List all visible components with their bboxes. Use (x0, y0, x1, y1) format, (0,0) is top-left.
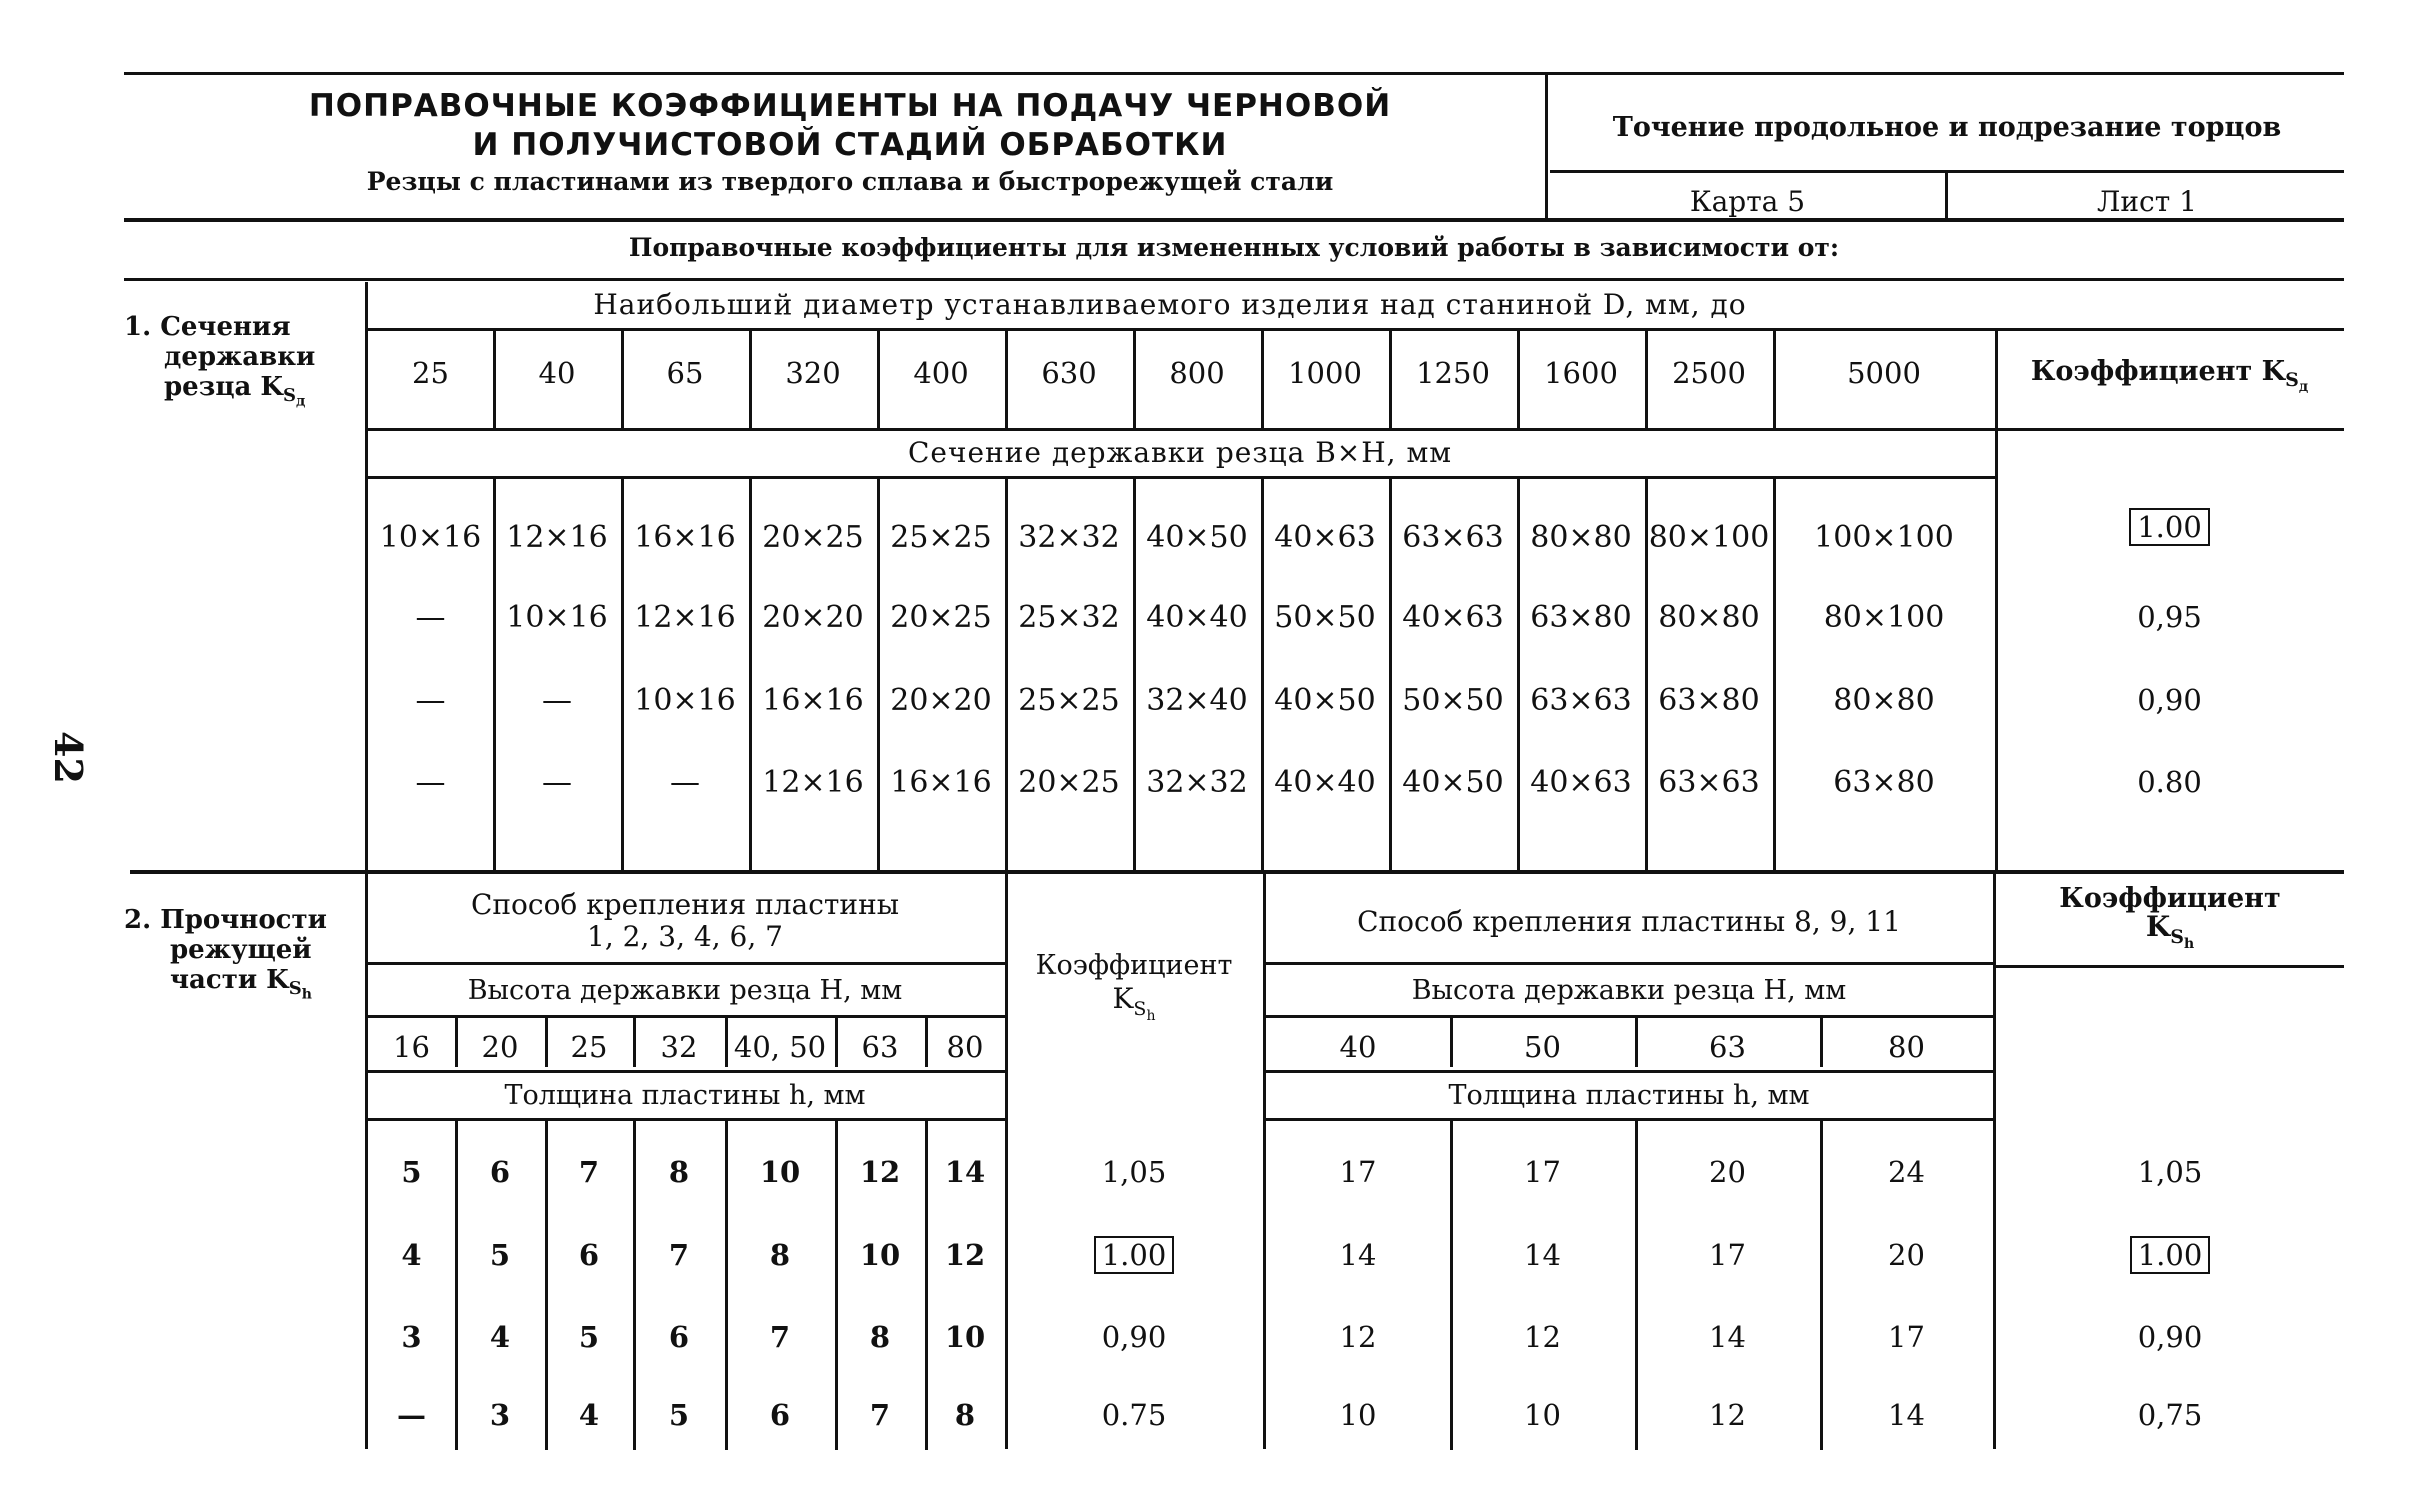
section-size-cell: — (415, 600, 446, 635)
right-thickness-cell: 10 (1524, 1398, 1561, 1432)
section-size-cell: 100×100 (1814, 520, 1954, 555)
left-height-cell: 63 (861, 1030, 899, 1064)
section-size-cell: 12×16 (634, 600, 736, 635)
left-thickness-cell: 7 (769, 1320, 791, 1354)
left-thickness-cell: 6 (769, 1398, 791, 1432)
right-coef-label: Коэффициент (2059, 883, 2281, 914)
mid-k-value: 0.75 (1101, 1398, 1167, 1432)
left-method-line1: Способ крепления пластины (470, 888, 900, 921)
right-k-value-boxed: 1.00 (2130, 1236, 2211, 1274)
left-thickness-cell: 10 (944, 1320, 986, 1354)
section-size-cell: 20×25 (1018, 765, 1120, 800)
right-height-cell: 80 (1888, 1030, 1925, 1064)
page-title-line1: ПОПРАВОЧНЫЕ КОЭФФИЦИЕНТЫ НА ПОДАЧУ ЧЕРНОВОЙ (308, 88, 1392, 124)
card-sheet-divider (1945, 172, 1948, 218)
left-thickness-header: Толщина пластины h, мм (504, 1080, 866, 1111)
section-size-cell: 32×40 (1146, 683, 1248, 718)
section-size-cell: 63×63 (1530, 683, 1632, 718)
right-thickness-cell: 10 (1339, 1398, 1377, 1432)
section1-label-subsub: д (296, 393, 306, 410)
top-rule (124, 72, 2344, 75)
section-size-cell: 10×16 (379, 520, 482, 555)
left-thickness-cell: 7 (578, 1155, 600, 1189)
section1-k-value: 0,90 (2137, 683, 2202, 717)
section-size-cell: — (542, 765, 572, 800)
right-thickness-cell: 14 (1888, 1398, 1925, 1432)
section-size-cell: 63×63 (1402, 520, 1504, 555)
heights-row-rule-right (1266, 1070, 1993, 1073)
right-height-header: Высота державки резца H, мм (1411, 975, 1847, 1006)
section-size-cell: 32×32 (1018, 520, 1120, 555)
section-size-cell: 12×16 (762, 765, 864, 800)
diameter-cell: 40 (538, 356, 576, 390)
section-size-cell: 20×20 (890, 683, 992, 718)
section-size-cell: 16×16 (890, 765, 992, 800)
section1-k-value: 0.80 (2137, 765, 2202, 799)
section1-k-value: 0,95 (2137, 600, 2202, 634)
section1-coef-subsub: д (2298, 379, 2309, 396)
section-size-cell: 40×63 (1274, 520, 1376, 555)
section1-k-value (1995, 510, 2344, 544)
section-size-cell: 20×25 (762, 520, 864, 555)
left-height-cell: 25 (570, 1030, 608, 1064)
section-size-header: Сечение державки резца B×H, мм (907, 436, 1453, 469)
right-thickness-cell: 14 (1709, 1320, 1746, 1354)
left-thickness-cell: 5 (401, 1155, 422, 1189)
mid-k-value: 1,05 (1101, 1155, 1167, 1189)
diameter-header-rule (368, 328, 2344, 331)
diameter-cell: 25 (412, 356, 449, 390)
left-thickness-cell: 4 (489, 1320, 511, 1354)
section2-label-line2: режущей (170, 935, 312, 965)
section-size-cell: 40×50 (1274, 683, 1376, 718)
thickness-rule-left (368, 1118, 1005, 1121)
section-size-cell: 25×25 (890, 520, 992, 555)
section-separator (130, 870, 2344, 874)
section2-label-line1: 2. Прочности (124, 905, 327, 935)
left-thickness-cell: 12 (944, 1238, 986, 1272)
diameter-cell: 320 (785, 356, 841, 390)
section-size-cell: 80×80 (1658, 600, 1760, 635)
diameter-cell: 1250 (1416, 356, 1490, 390)
mid-coef-sub: S (1133, 997, 1147, 1020)
right-thickness-header: Толщина пластины h, мм (1448, 1080, 1810, 1111)
section-size-cell: 63×63 (1658, 765, 1760, 800)
left-height-cell: 40, 50 (733, 1030, 827, 1064)
right-coef-symbol (1996, 910, 2344, 951)
section-size-cell: — (542, 683, 572, 718)
header-divider (1545, 72, 1548, 218)
right-thickness-cell: 20 (1888, 1238, 1925, 1272)
table-caption: Поправочные коэффициенты для измененных условий работы в зависимости от: (628, 233, 1840, 262)
section-size-cell: 80×80 (1530, 520, 1632, 555)
left-thickness-cell: 8 (769, 1238, 791, 1272)
left-height-cell: 16 (393, 1030, 430, 1064)
left-thickness-cell: 5 (668, 1398, 690, 1432)
diameter-header: Наибольший диаметр устанавливаемого изделия над станиной D, мм, до (593, 288, 1747, 321)
section-size-cell: 10×16 (506, 600, 608, 635)
section-size-cell: — (415, 765, 446, 800)
left-thickness-cell: 7 (869, 1398, 891, 1432)
section1-label-sub: S (283, 385, 297, 407)
section-size-cell: 80×80 (1833, 683, 1935, 718)
section-size-cell: 20×25 (890, 600, 992, 635)
section-size-cell: 40×63 (1402, 600, 1504, 635)
left-height-header: Высота державки резца H, мм (467, 975, 903, 1006)
diameter-cell: 5000 (1847, 356, 1921, 390)
section1-label-text: резца K (164, 372, 284, 402)
right-thickness-cell: 14 (1524, 1238, 1561, 1272)
left-height-rule (368, 1015, 1005, 1018)
section-size-cell: 12×16 (506, 520, 608, 555)
right-thickness-cell: 17 (1888, 1320, 1925, 1354)
right-height-cell: 40 (1339, 1030, 1377, 1064)
mid-k-value (1008, 1238, 1260, 1272)
section-size-cell: 40×50 (1146, 520, 1248, 555)
right-thickness-cell: 12 (1709, 1398, 1746, 1432)
diameter-cell: 1000 (1288, 356, 1362, 390)
mid-coef-k: K (1112, 982, 1134, 1015)
sheet-number: Лист 1 (2097, 185, 2197, 218)
left-thickness-cell: 5 (489, 1238, 511, 1272)
operation-label: Точение продольное и подрезание торцов (1612, 112, 2282, 143)
header-bottom-rule (124, 218, 2344, 222)
section2-label-subsub: h (301, 986, 312, 1003)
section-size-cell: 32×32 (1146, 765, 1248, 800)
left-thickness-cell: 8 (954, 1398, 976, 1432)
right-thickness-cell: 12 (1524, 1320, 1561, 1354)
section-size-cell: 80×100 (1648, 520, 1770, 555)
left-method-rule (368, 962, 1005, 965)
left-thickness-cell: 14 (944, 1155, 986, 1189)
card-number: Карта 5 (1689, 185, 1806, 218)
left-thickness-cell: 10 (859, 1238, 901, 1272)
section-size-cell: 63×80 (1833, 765, 1935, 800)
left-thickness-cell: 3 (489, 1398, 511, 1432)
left-thickness-cell: 8 (869, 1320, 891, 1354)
section-size-cell: 80×100 (1823, 600, 1945, 635)
right-thickness-cell: 14 (1339, 1238, 1377, 1272)
left-method-line2: 1, 2, 3, 4, 6, 7 (587, 920, 783, 953)
left-thickness-cell: 6 (668, 1320, 690, 1354)
section1-coef-label (1995, 356, 2344, 395)
right-thickness-cell: 17 (1339, 1155, 1377, 1189)
section-size-cell: 25×32 (1018, 600, 1120, 635)
section-size-cell: 10×16 (634, 683, 736, 718)
section-size-cell: 40×50 (1402, 765, 1504, 800)
section-size-cell: 20×20 (762, 600, 864, 635)
diameter-cell: 1600 (1544, 356, 1618, 390)
section1-coef-sub: S (2285, 369, 2299, 392)
thickness-rule-right (1266, 1118, 1993, 1121)
section-size-cell: 50×50 (1274, 600, 1376, 635)
section-size-cell: 63×80 (1658, 683, 1760, 718)
left-thickness-cell: 12 (859, 1155, 901, 1189)
right-coef-subsub: h (2183, 935, 2195, 952)
section-size-rule (368, 476, 1995, 479)
mid-k-value-boxed: 1.00 (1094, 1236, 1175, 1274)
right-k-value: 1,05 (2137, 1155, 2203, 1189)
section-size-cell: 50×50 (1402, 683, 1504, 718)
section-size-cell: 40×40 (1146, 600, 1248, 635)
mid-k-value: 0,90 (1101, 1320, 1167, 1354)
section-size-cell: 16×16 (762, 683, 864, 718)
left-height-cell: 20 (481, 1030, 519, 1064)
right-thickness-cell: 17 (1524, 1155, 1561, 1189)
caption-rule (124, 278, 2344, 281)
left-height-cell: 32 (660, 1030, 698, 1064)
page-number: 42 (45, 731, 91, 784)
left-thickness-cell: 8 (668, 1155, 690, 1189)
left-thickness-cell: 4 (401, 1238, 422, 1272)
section1-label-line2: державки (164, 342, 316, 372)
page-subtitle: Резцы с пластинами из твердого сплава и быстрорежущей стали (366, 167, 1334, 196)
mid-coef-subsub: h (1146, 1007, 1156, 1024)
right-method-header: Способ крепления пластины 8, 9, 11 (1357, 905, 1901, 938)
right-thickness-cell: 24 (1888, 1155, 1925, 1189)
right-k-value: 0,90 (2137, 1320, 2203, 1354)
right-k-value: 0,75 (2137, 1398, 2203, 1432)
left-thickness-cell: — (397, 1398, 426, 1432)
right-height-rule (1266, 1015, 1993, 1018)
right-height-cell: 50 (1524, 1030, 1561, 1064)
section2-label-text: части K (170, 965, 289, 995)
left-thickness-cell: 4 (578, 1398, 600, 1432)
left-thickness-cell: 6 (578, 1238, 600, 1272)
right-thickness-cell: 12 (1339, 1320, 1377, 1354)
left-thickness-cell: 7 (668, 1238, 690, 1272)
section1-label-line1: 1. Сечения (124, 312, 291, 342)
diameter-cell: 800 (1169, 356, 1225, 390)
left-thickness-cell: 5 (578, 1320, 600, 1354)
section-size-cell: 16×16 (634, 520, 736, 555)
section-size-cell: 63×80 (1530, 600, 1632, 635)
diameter-cell: 400 (913, 356, 969, 390)
right-height-cell: 63 (1709, 1030, 1746, 1064)
heights-row-rule-left (368, 1070, 1005, 1073)
right-method-rule (1266, 962, 1993, 965)
section1-label-line3 (164, 372, 305, 410)
left-thickness-cell: 6 (489, 1155, 511, 1189)
left-height-cell: 80 (946, 1030, 984, 1064)
left-thickness-cell: 3 (401, 1320, 422, 1354)
right-k-value (1996, 1238, 2344, 1272)
section-size-cell: — (670, 765, 700, 800)
right-coef-rule (1996, 965, 2344, 968)
mid-coef-label: Коэффициент (1035, 950, 1233, 981)
diameter-cell: 65 (666, 356, 704, 390)
section2-label-sub: S (288, 978, 302, 1000)
right-thickness-cell: 20 (1709, 1155, 1746, 1189)
section-size-cell: 25×25 (1018, 683, 1120, 718)
diameter-cell: 630 (1041, 356, 1097, 390)
mid-coef-symbol (1008, 982, 1260, 1023)
section1-k-value-boxed: 1.00 (2129, 508, 2210, 546)
right-coef-k: K (2145, 910, 2171, 943)
section2-label-line3 (170, 965, 312, 1003)
right-thickness-cell: 17 (1709, 1238, 1746, 1272)
section-size-cell: 40×40 (1274, 765, 1376, 800)
section-size-cell: — (415, 683, 446, 718)
section-size-cell: 40×63 (1530, 765, 1632, 800)
page-title-line2: И ПОЛУЧИСТОВОЙ СТАДИЙ ОБРАБОТКИ (472, 127, 1228, 163)
diameter-cell: 2500 (1672, 356, 1746, 390)
right-coef-sub: S (2170, 925, 2184, 948)
left-thickness-cell: 10 (759, 1155, 801, 1189)
section1-coef-text: Коэффициент K (2030, 356, 2286, 387)
diameter-row-rule (368, 428, 2344, 431)
